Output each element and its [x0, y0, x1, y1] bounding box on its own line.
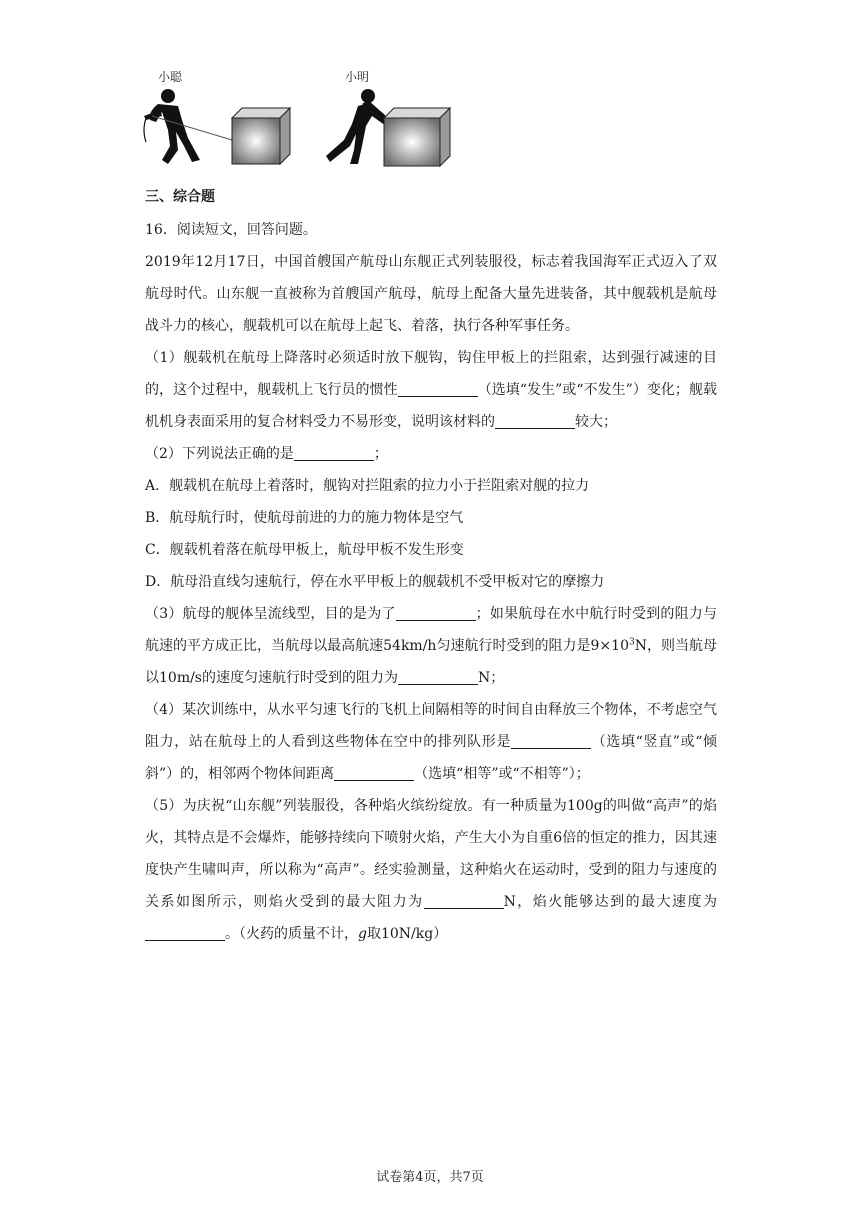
g-symbol: g	[358, 926, 367, 942]
answer-blank[interactable]	[294, 444, 374, 461]
page-footer: 试卷第4页，共7页	[376, 1170, 484, 1185]
sq4-text-b: （选填“竖直”或“倾斜”）的，相邻两个物体间距离	[145, 734, 717, 782]
passage-intro: 2019年12月17日，中国首艘国产航母山东舰正式列装服役，标志着我国海军正式迈入了双航母时代。山东舰一直被称为首艘国产航母，航母上配备大量先进装备，其中舰载机是航母战斗力的核心，舰载机可以在航母上起飞、着落，执行各种军事任务。	[145, 254, 717, 334]
sq3-text-d: N；	[478, 670, 505, 686]
sq3-text-b: ；如果航母在水中航行时受到的阻力与航速的平方成正比，当航母以最高航速54km/h匀速航行时受到的阻力是9×10	[145, 606, 718, 654]
sq5-text-c: 。（火药的质量不计，	[225, 926, 358, 942]
exponent: 3	[628, 637, 635, 648]
answer-blank[interactable]	[145, 924, 225, 941]
sq2-text-a: （2）下列说法正确的是	[145, 446, 294, 462]
option-c: C．舰载机着落在航母甲板上，航母甲板不发生形变	[145, 542, 464, 558]
option-b: B．航母航行时，使航母前进的力的施力物体是空气	[145, 510, 464, 526]
sq5-text-a: （5）为庆祝“山东舰”列装服役，各种焰火缤纷绽放。有一种质量为100g的叫做“高声”的焰火，其特点是不会爆炸，能够持续向下喷射火焰，产生大小为自重6倍的恒定的推力，因其速度快产生啸叫声，所以称为“高声”。经实验测量，这种焰火在运动时，受到的阻力与速度的关系如图所示，则焰火受到的最大阻力为	[145, 798, 717, 910]
sq1-text-a: （1）舰载机在航母上降落时必须适时放下舰钩，钩住甲板上的拦阻索，达到强行减速的目的，这个过程中，舰载机上飞行员的惯性	[145, 350, 717, 398]
option-a: A．舰载机在航母上着落时，舰钩对拦阻索的拉力小于拦阻索对舰的拉力	[145, 478, 590, 494]
pulling-person-icon	[144, 89, 200, 164]
section-title: 三、综合题	[145, 189, 215, 205]
sq5-text-d: 取10N/kg）	[366, 926, 448, 942]
push-pull-figure	[140, 60, 470, 175]
subquestion-5	[145, 790, 717, 950]
subquestion-2	[145, 438, 717, 470]
sq1-text-c: 较大；	[575, 414, 617, 430]
sq4-text-c: （选填“相等”或“不相等”）；	[414, 766, 590, 782]
subquestion-3	[145, 598, 717, 694]
answer-blank[interactable]	[398, 668, 478, 685]
label-xiaoming: 小明	[345, 70, 370, 84]
pushing-person-icon	[326, 89, 388, 164]
sq3-text-c: N，则当航母以10m/s的速度匀速航行时受到的阻力为	[145, 638, 718, 686]
answer-blank[interactable]	[511, 732, 591, 749]
option-d: D．航母沿直线匀速航行，停在水平甲板上的舰载机不受甲板对它的摩擦力	[145, 574, 605, 590]
sq5-text-b: N，焰火能够达到的最大速度为	[503, 894, 718, 910]
figure-illustration	[140, 60, 470, 175]
question-16	[145, 214, 717, 950]
answer-blank[interactable]	[398, 380, 478, 397]
answer-blank[interactable]	[334, 764, 414, 781]
box-right-icon	[384, 108, 450, 166]
subquestion-1	[145, 342, 717, 438]
sq2-text-b: ；	[373, 446, 388, 462]
answer-blank[interactable]	[396, 604, 476, 621]
sq1-text-b: （选填“发生”或“不发生”）变化；舰载机机身表面采用的复合材料受力不易形变，说明该材料的	[145, 382, 717, 430]
answer-blank[interactable]	[495, 412, 575, 429]
box-left-icon	[232, 108, 290, 164]
subquestion-4	[145, 694, 717, 790]
answer-blank[interactable]	[424, 892, 504, 909]
sq3-text-a: （3）航母的舰体呈流线型，目的是为了	[145, 606, 396, 622]
question-heading: 16．阅读短文，回答问题。	[145, 222, 317, 238]
label-xiaocong: 小聪	[158, 70, 183, 84]
sq4-text-a: （4）某次训练中，从水平匀速飞行的飞机上间隔相等的时间自由释放三个物体，不考虑空气阻力，站在航母上的人看到这些物体在空中的排列队形是	[145, 702, 717, 750]
